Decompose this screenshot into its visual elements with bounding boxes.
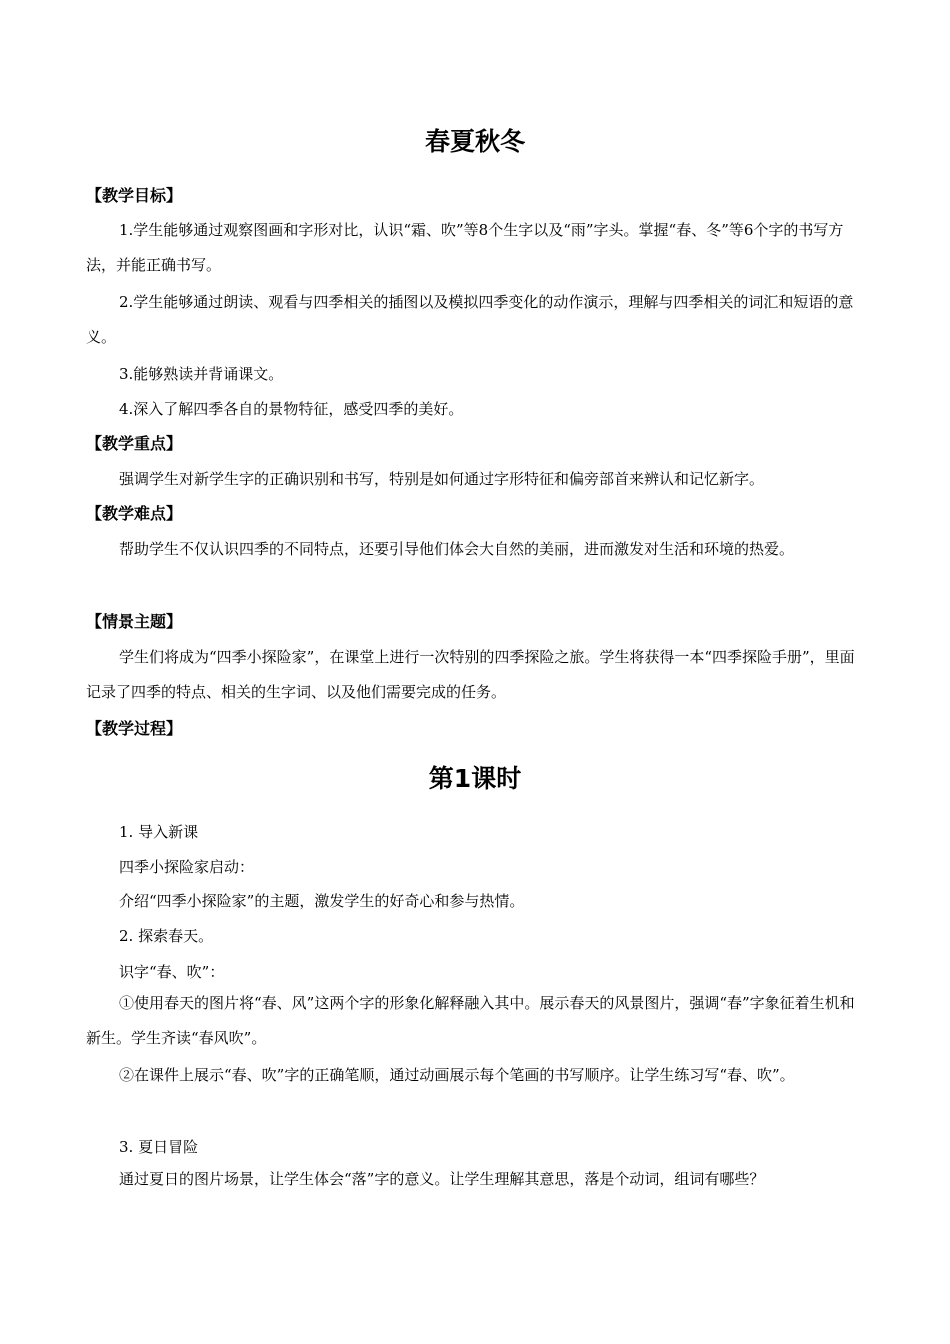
step-title: 1. 导入新课: [119, 823, 199, 841]
goal-item: 4.深入了解四季各自的景物特征，感受四季的美好。: [119, 400, 464, 418]
section-heading-difficulties: 【教学难点】: [86, 504, 183, 523]
goal-item: 1.学生能够通过观察图画和字形对比，认识“霜、吹”等8个生字以及“雨”字头。掌握“春、冬”等6个字的书写方法，并能正确书写。: [86, 221, 844, 274]
lesson-title: 第1课时: [428, 764, 522, 793]
goal-item: 2.学生能够通过朗读、观看与四季相关的插图以及模拟四季变化的动作演示，理解与四季相关的词汇和短语的意义。: [86, 293, 854, 346]
step-paragraph: ①使用春天的图片将“春、风”这两个字的形象化解释融入其中。展示春天的风景图片，强调“春”字象征着生机和新生。学生齐读“春风吹”。: [86, 994, 855, 1047]
goal-item: 3.能够熟读并背诵课文。: [119, 365, 284, 383]
section-heading-goals: 【教学目标】: [86, 186, 183, 205]
step-text: 介绍“四季小探险家”的主题，激发学生的好奇心和参与热情。: [119, 892, 525, 910]
step-subtitle: 识字“春、吹”：: [119, 963, 225, 981]
step-subtitle: 四季小探险家启动：: [119, 858, 255, 876]
key-points-text: 强调学生对新学生字的正确识别和书写，特别是如何通过字形特征和偏旁部首来辨认和记忆新字。: [119, 470, 765, 488]
step-title: 2. 探索春天。: [119, 927, 214, 945]
section-heading-process: 【教学过程】: [86, 719, 183, 738]
difficulties-text: 帮助学生不仅认识四季的不同特点，还要引导他们体会大自然的美丽，进而激发对生活和环境的热爱。: [119, 540, 795, 558]
step-text: 通过夏日的图片场景，让学生体会“落”字的意义。让学生理解其意思，落是个动词，组词有哪些？: [119, 1170, 765, 1188]
section-heading-key-points: 【教学重点】: [86, 434, 183, 453]
step-paragraph: ②在课件上展示“春、吹”字的正确笔顺，通过动画展示每个笔画的书写顺序。让学生练习写“春、吹”。: [119, 1066, 795, 1084]
section-heading-scenario: 【情景主题】: [86, 612, 183, 631]
step-title: 3. 夏日冒险: [119, 1138, 199, 1156]
document-title: 春夏秋冬: [424, 127, 525, 156]
scenario-text: 学生们将成为“四季小探险家”，在课堂上进行一次特别的四季探险之旅。学生将获得一本“四季探险手册”，里面记录了四季的特点、相关的生字词、以及他们需要完成的任务。: [86, 648, 855, 701]
